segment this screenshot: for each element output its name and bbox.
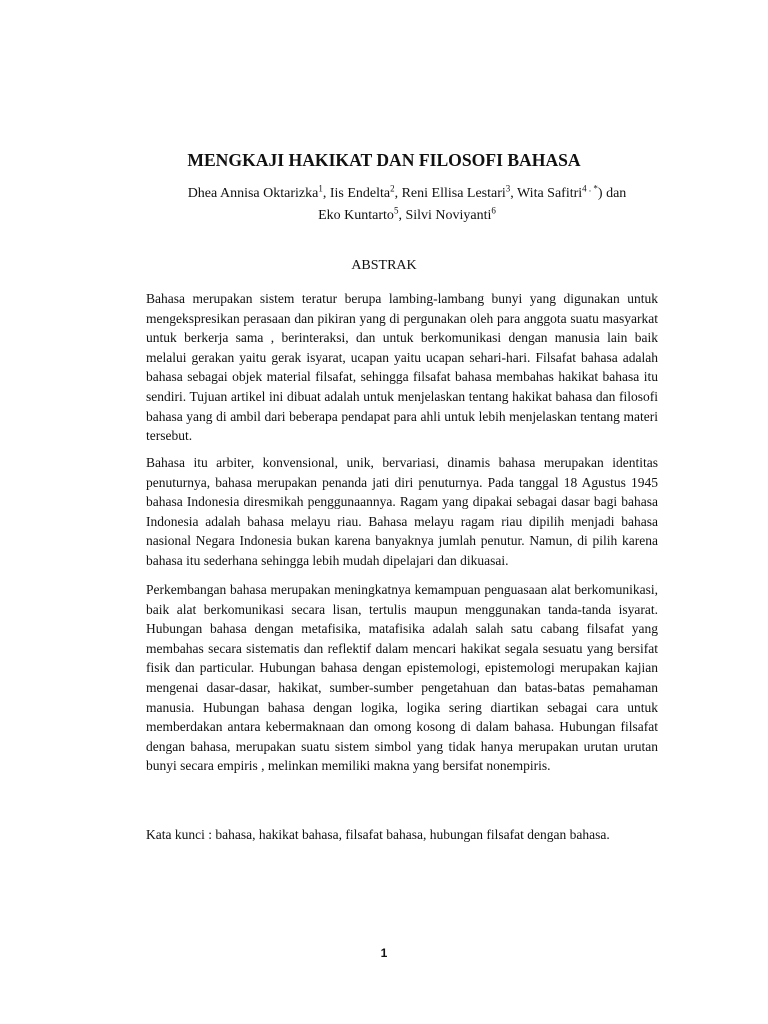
author-affiliation: 2 [390, 183, 395, 194]
abstract-paragraph: Perkembangan bahasa merupakan meningkatnya kemampuan penguasaan alat berkomunikasi, baik alat berkomunikasi secara lisan, tertulis maupun menggunakan tanda-tanda isyarat. Hubungan bahasa dengan metafisika, matafisika adalah salah satu cabang filsafat yang membahas secara sistematis dan reflektif dalam mencari hakikat segala sesuatu yang bersifat fisik dan particular. Hubungan bahasa dengan epistemologi, epistemologi merupakan kajian mengenai dasar-dasar, hakikat, sumber-sumber pengetahuan dan batas-batas pemahaman manusia. Hubungan bahasa dengan logika, logika sering diartikan sebagai cara untuk memberdakan antara kebermaknaan dan omong kosong di dalam bahasa. Hubungan filsafat dengan bahasa, merupakan suatu sistem simbol yang tidak hanya merupakan urutan urutan bunyi secara empiris , melinkan memiliki makna yang bersifat nonempiris. [146, 582, 658, 774]
author-conjunction: ) dan [597, 186, 627, 201]
author-name: Iis Endelta [329, 186, 391, 201]
author-separator: , [510, 186, 518, 201]
author-name: Wita Safitri [517, 186, 583, 201]
author-affiliation: 5 [393, 205, 399, 216]
abstract-heading: ABSTRAK [351, 258, 417, 273]
page-number: 1 [380, 946, 388, 960]
paper-title: MENGKAJI HAKIKAT DAN FILOSOFI BAHASA [187, 150, 581, 170]
author-separator: , [398, 208, 406, 223]
author-name: Reni Ellisa Lestari [401, 186, 506, 201]
author-affiliation: 6 [491, 205, 496, 216]
author-separator: , [322, 186, 330, 201]
author-name: Eko Kuntarto [318, 208, 394, 223]
author-separator: , [394, 186, 402, 201]
author-affiliation: 3 [505, 183, 511, 194]
abstract-paragraph: Bahasa itu arbiter, konvensional, unik, bervariasi, dinamis bahasa merupakan identitas penuturnya, bahasa merupakan penanda jati diri penuturnya. Pada tanggal 18 Agustus 1945 bahasa Indonesia diresmikah penggunaannya. Ragam yang dipakai sebagai dasar bagi bahasa Indonesia adalah bahasa melayu riau. Bahasa melayu ragam riau dipilih menjadi bahasa nasional Negara Indonesia bukan karena banyaknya jumlah penutur. Namun, di pilih karena bahasa itu sederhana sehingga lebih mudah dipelajari dan dikuasai. [146, 455, 658, 568]
author-affiliation: 4 . * [582, 183, 598, 194]
abstract-paragraph: Bahasa merupakan sistem teratur berupa lambing-lambang bunyi yang digunakan untuk mengekspresikan perasaan dan pikiran yang di pergunakan oleh para anggota suatu masyarkat untuk berkerja sama , berinteraksi, dan untuk berkomunikasi dengan manusia lain baik melalui gerakan yaitu gerak isyarat, ucapan yaitu ucapan sehari-hari. Filsafat bahasa adalah bahasa sebagai objek material filsafat, sehingga filsafat bahasa membahas hakikat bahasa itu sendiri. Tujuan artikel ini dibuat adalah untuk menjelaskan tentang hakikat bahasa dan filosofi bahasa yang di ambil dari beberapa pendapat para ahli untuk lebih menjelaskan tentang materi tersebut. [146, 291, 658, 444]
author-name: Silvi Noviyanti [405, 208, 492, 223]
author-list [150, 183, 664, 227]
author-name: Dhea Annisa Oktarizka [187, 186, 319, 201]
keywords: Kata kunci : bahasa, hakikat bahasa, filsafat bahasa, hubungan filsafat dengan bahasa. [146, 827, 610, 842]
author-affiliation: 1 [318, 183, 323, 194]
